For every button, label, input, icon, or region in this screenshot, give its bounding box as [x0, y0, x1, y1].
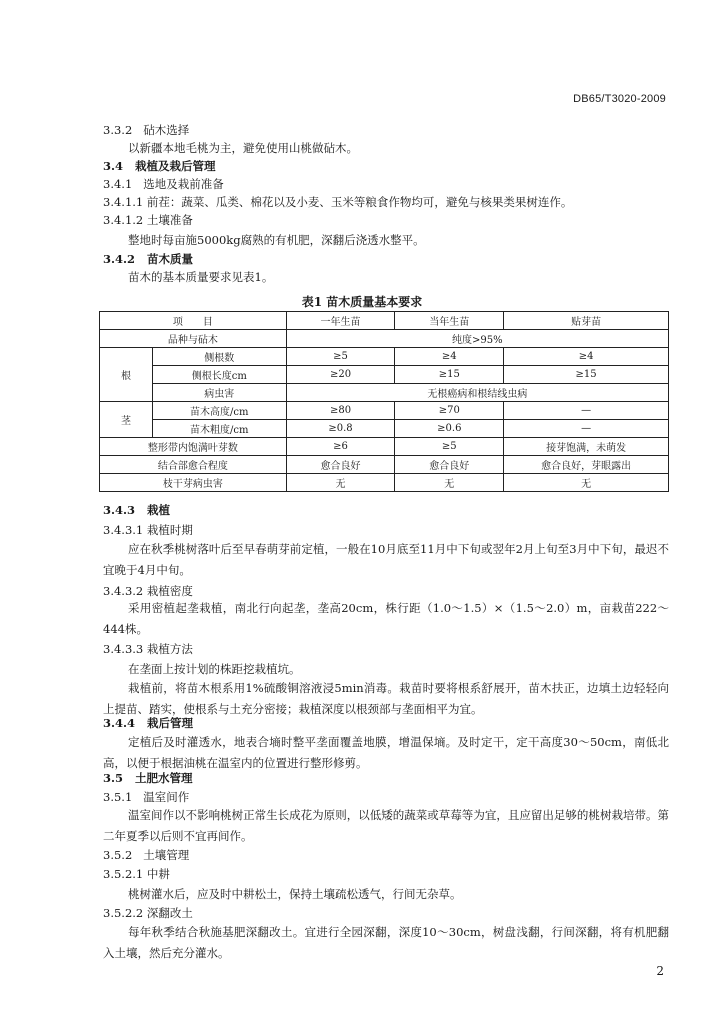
- row-label: 苗木高度/cm: [152, 402, 286, 420]
- section-3-4-3-3-heading: 3.4.3.3 栽植方法: [103, 642, 193, 656]
- header-one-year: 一年生苗: [286, 312, 395, 330]
- header-current-year: 当年生苗: [395, 312, 504, 330]
- table-row: [100, 456, 669, 474]
- cell-value: ≥5: [395, 438, 504, 456]
- section-3-3-2-text: 以新疆本地毛桃为主，避免使用山桃做砧木。: [128, 141, 358, 155]
- section-title: 砧木选择: [143, 123, 190, 137]
- section-3-5-2-1-text: 桃树灌水后，应及时中耕松土，保持土壤疏松透气，行间无杂草。: [128, 887, 462, 901]
- section-title: 栽后管理: [147, 716, 194, 730]
- table-caption: 表1 苗木质量基本要求: [301, 295, 423, 309]
- table-row: [100, 420, 669, 438]
- cell-value: —: [504, 420, 669, 438]
- section-number: 3.4.2: [103, 252, 136, 266]
- cell-value: 无: [286, 474, 395, 492]
- cell-value: 愈合良好: [286, 456, 395, 474]
- row-label: 枝干芽病虫害: [100, 474, 287, 492]
- section-3-5-2-heading: [103, 848, 189, 862]
- cell-value: 愈合良好，芽眼露出: [504, 456, 669, 474]
- row-label: 整形带内饱满叶芽数: [100, 438, 287, 456]
- section-number: 3.5.1: [103, 790, 133, 804]
- section-3-4-3-heading: [103, 503, 170, 517]
- page-number: 2: [656, 964, 664, 978]
- section-3-4-4-text: 定植后及时灌透水，地表合墒时整平垄面覆盖地膜，增温保墒。及时定干，定干高度30～50cm，南低北高，以便于根据油桃在温室内的位置进行整形修剪。: [103, 735, 669, 770]
- table-row: [100, 438, 669, 456]
- section-number: 3.5: [103, 771, 124, 785]
- section-3-5-1-heading: [103, 790, 189, 804]
- cell-value: ≥15: [395, 366, 504, 384]
- section-number: 3.3.2: [103, 123, 133, 137]
- section-3-4-4-heading: [103, 716, 193, 730]
- section-3-4-2-text: 苗木的基本质量要求见表1。: [128, 270, 274, 284]
- section-3-4-3-3-text2: 栽植前，将苗木根系用1%硫酸铜溶液浸5min消毒。栽苗时要将根系舒展开，苗木扶正，边填土边轻轻向上提苗、踏实，使根系与土充分密接；栽植深度以根颈部与垄面相平为宜。: [103, 681, 669, 716]
- section-3-4-1-2-heading: 3.4.1.2 土壤准备: [103, 213, 193, 227]
- cell-value: ≥6: [286, 438, 395, 456]
- section-number: 3.4.4: [103, 716, 136, 730]
- header-item: 项 目: [100, 312, 287, 330]
- cell-value: 无: [504, 474, 669, 492]
- table-row: [100, 366, 669, 384]
- doc-code: DB65/T3020-2009: [573, 93, 666, 105]
- section-title: 温室间作: [143, 790, 190, 804]
- table-row: [100, 348, 669, 366]
- cell-value: ≥70: [395, 402, 504, 420]
- cell-value: 愈合良好: [395, 456, 504, 474]
- section-number: 3.4.3: [103, 503, 136, 517]
- section-3-4-heading: [103, 159, 216, 173]
- row-label: 品种与砧木: [100, 330, 287, 348]
- section-3-4-3-3-text1: 在垄面上按计划的株距挖栽植坑。: [128, 662, 301, 676]
- section-3-4-1-1-text: 3.4.1.1 前茬：蔬菜、瓜类、棉花以及小麦、玉米等粮食作物均可，避免与核果类果树连作。: [103, 195, 573, 209]
- section-3-5-1-text: 温室间作以不影响桃树正常生长成花为原则，以低矮的蔬菜或草莓等为宜，且应留出足够的桃树栽培带。第二年夏季以后则不宜再间作。: [103, 808, 669, 843]
- table-row: [100, 402, 669, 420]
- cell-value: ≥4: [395, 348, 504, 366]
- cell-value: ≥20: [286, 366, 395, 384]
- row-label: 侧根数: [152, 348, 286, 366]
- row-label: 病虫害: [152, 384, 286, 402]
- section-title: 栽植: [147, 503, 171, 517]
- section-number: 3.4: [103, 159, 124, 173]
- section-title: 栽植及栽后管理: [135, 159, 216, 173]
- seedling-quality-table: [99, 311, 669, 492]
- row-label: 结合部愈合程度: [100, 456, 287, 474]
- section-number: 3.5.2: [103, 848, 133, 862]
- cell-value: ≥15: [504, 366, 669, 384]
- section-3-4-3-1-heading: 3.4.3.1 栽植时期: [103, 523, 193, 537]
- cell-value: ≥80: [286, 402, 395, 420]
- row-label: 苗木粗度/cm: [152, 420, 286, 438]
- section-3-5-2-2-text: 每年秋季结合秋施基肥深翻改土。宜进行全园深翻，深度10～30cm，树盘浅翻，行间深翻，将有机肥翻入土壤，然后充分灌水。: [103, 925, 669, 960]
- table-row: [100, 384, 669, 402]
- cell-value: ≥0.6: [395, 420, 504, 438]
- row-label: 侧根长度cm: [152, 366, 286, 384]
- section-3-4-3-2-text: 采用密植起垄栽植，南北行向起垄，垄高20cm，株行距（1.0～1.5）×（1.5～2.0）m，亩栽苗222～444株。: [103, 601, 669, 636]
- section-title: 土壤管理: [143, 848, 190, 862]
- cell-value: 无: [395, 474, 504, 492]
- cell-value: 纯度>95%: [286, 330, 668, 348]
- table-row: [100, 474, 669, 492]
- header-bud-graft: 贴芽苗: [504, 312, 669, 330]
- cell-value: ≥5: [286, 348, 395, 366]
- section-3-3-2-heading: [103, 123, 189, 137]
- group-root: 根: [100, 348, 153, 402]
- cell-value: 无根癌病和根结线虫病: [286, 384, 668, 402]
- table-header-row: [100, 312, 669, 330]
- cell-value: ≥4: [504, 348, 669, 366]
- section-number: 3.4.1: [103, 177, 133, 191]
- section-3-4-2-heading: [103, 252, 193, 266]
- cell-value: ≥0.8: [286, 420, 395, 438]
- section-title: 土肥水管理: [135, 771, 193, 785]
- section-title: 选地及栽前准备: [143, 177, 224, 191]
- group-stem: 茎: [100, 402, 153, 438]
- section-3-4-3-2-heading: 3.4.3.2 栽植密度: [103, 584, 193, 598]
- cell-value: 接芽饱满，未萌发: [504, 438, 669, 456]
- section-3-4-1-heading: [103, 177, 224, 191]
- section-3-5-2-2-heading: 3.5.2.2 深翻改土: [103, 906, 193, 920]
- section-title: 苗木质量: [147, 252, 194, 266]
- section-3-5-2-1-heading: 3.5.2.1 中耕: [103, 867, 170, 881]
- table-row: [100, 330, 669, 348]
- section-3-4-3-1-text: 应在秋季桃树落叶后至早春萌芽前定植，一般在10月底至11月中下旬或翌年2月上旬至3月中下旬，最迟不宜晚于4月中旬。: [103, 542, 669, 577]
- section-3-5-heading: [103, 771, 193, 785]
- section-3-4-1-2-text: 整地时每亩施5000kg腐熟的有机肥，深翻后浇透水整平。: [128, 233, 425, 247]
- cell-value: —: [504, 402, 669, 420]
